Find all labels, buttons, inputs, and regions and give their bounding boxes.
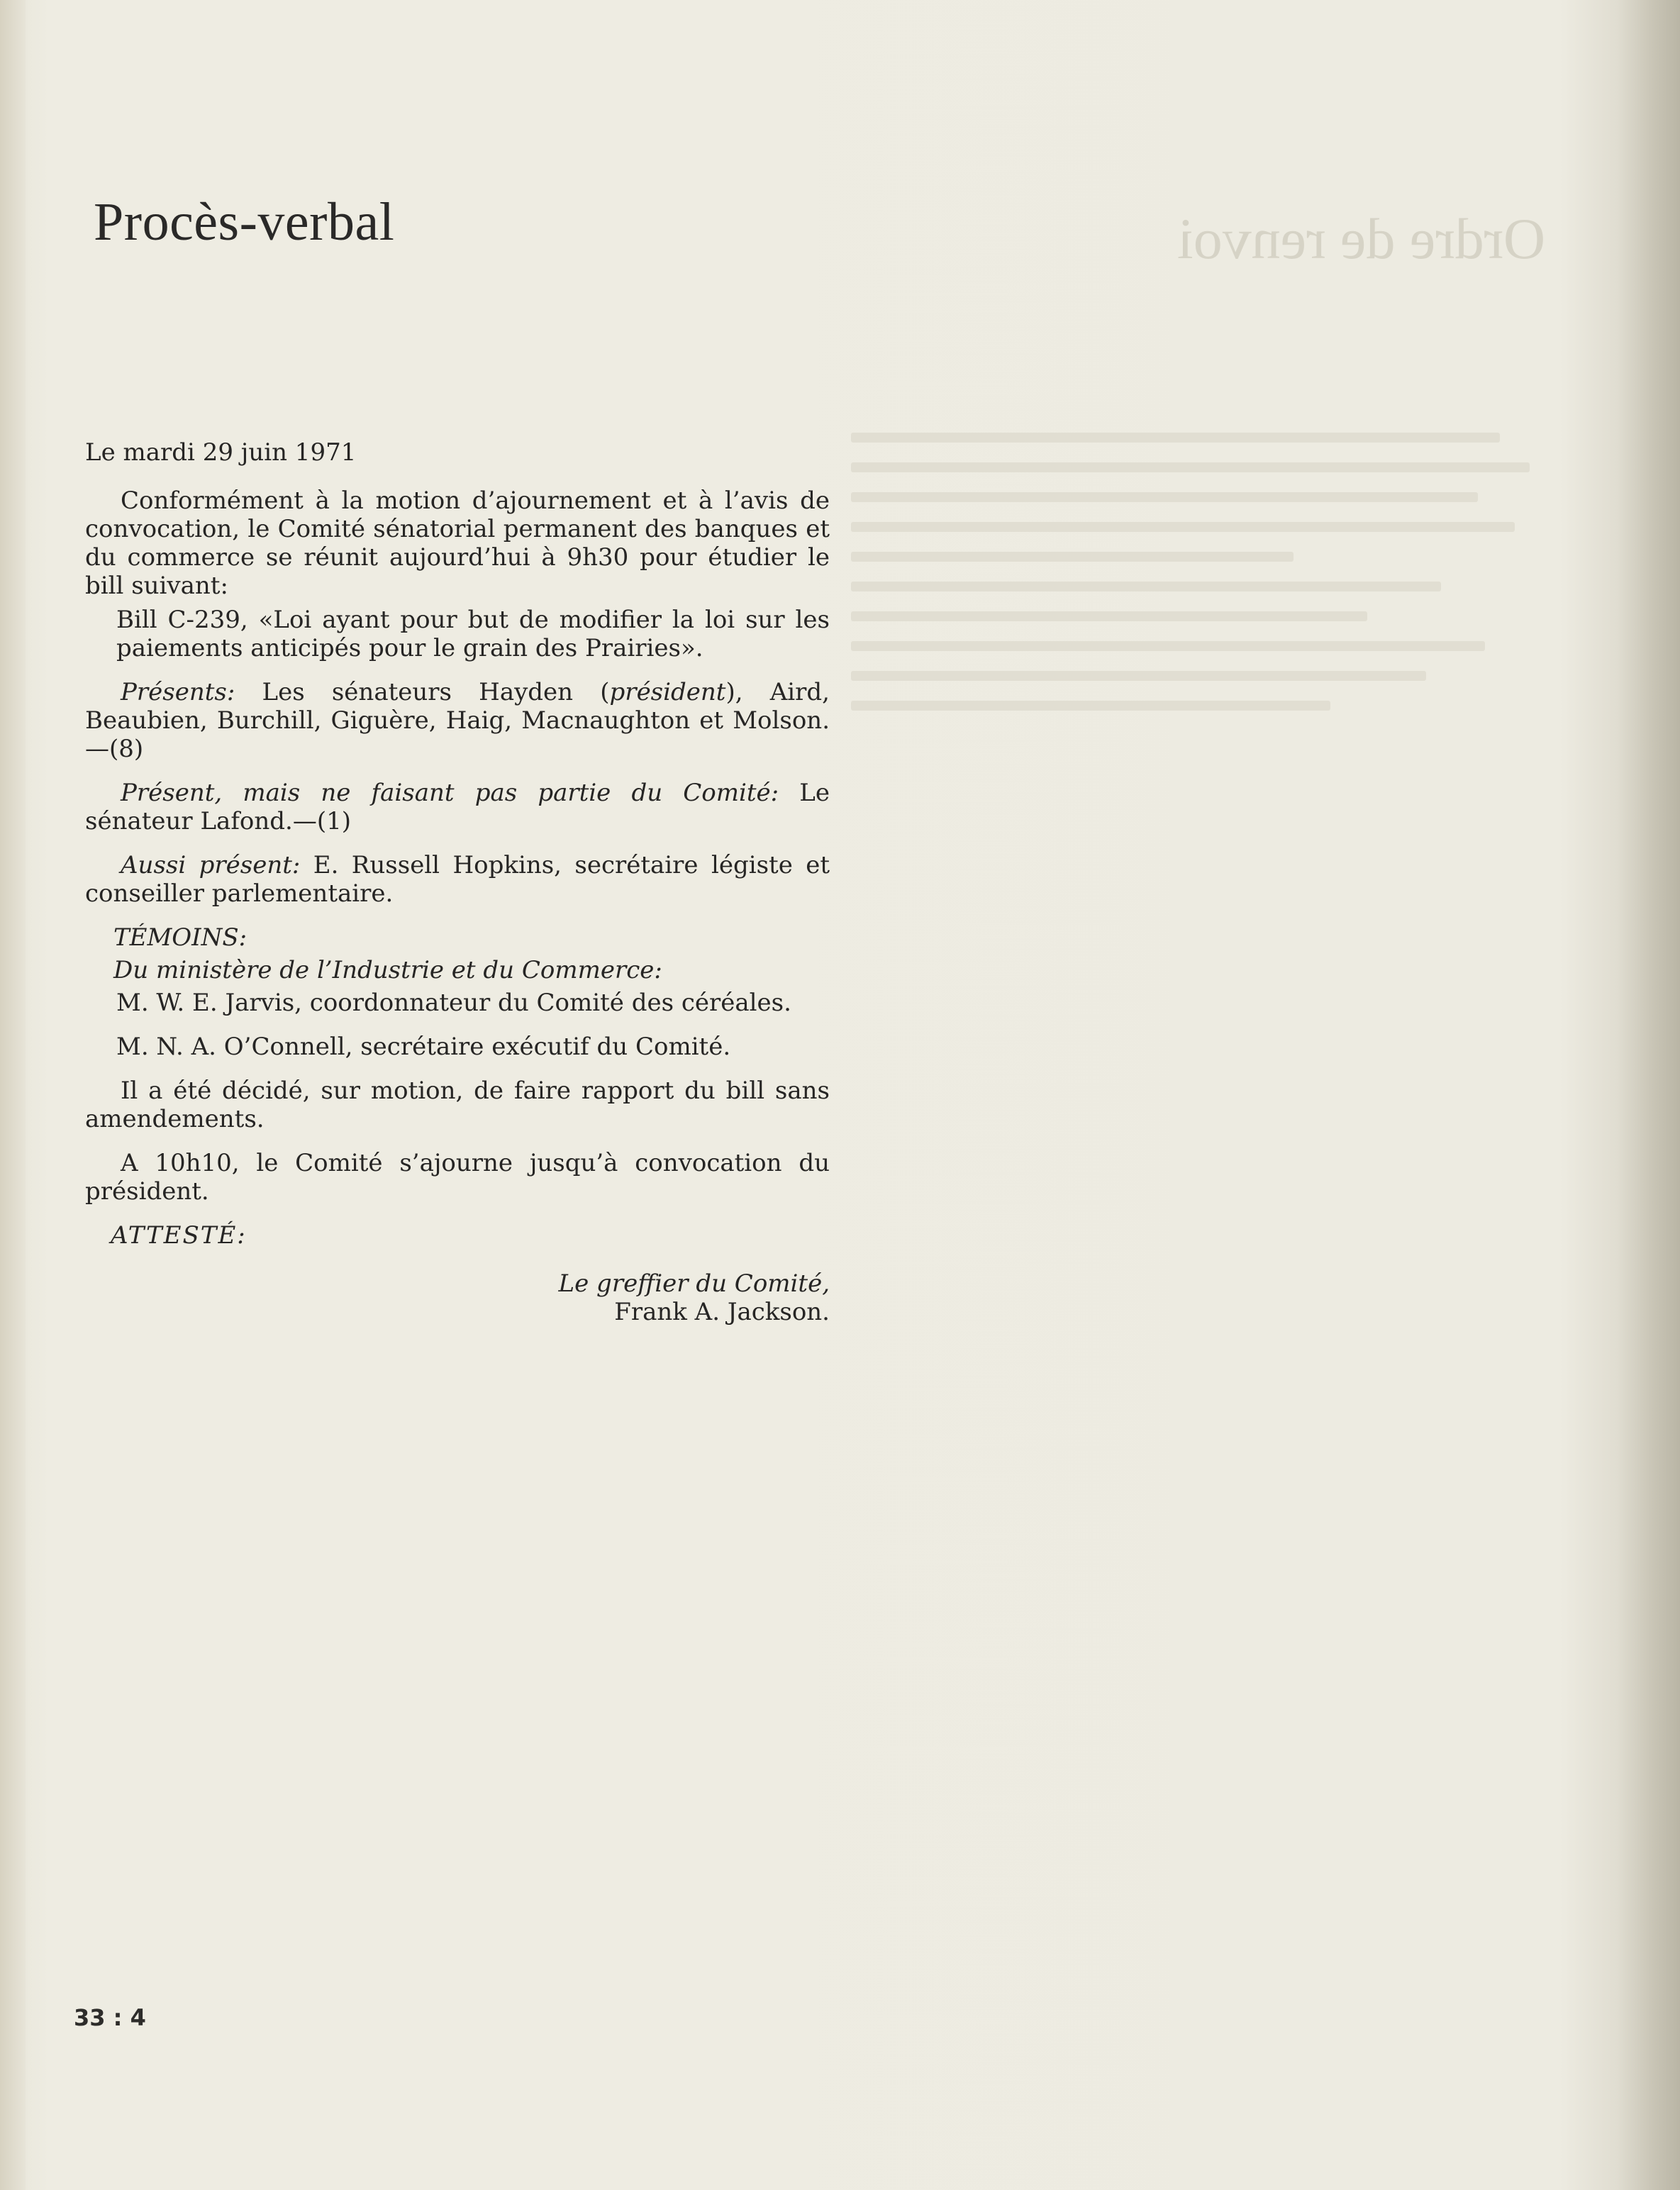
decision-paragraph: Il a été décidé, sur motion, de faire rapport du bill sans amendements. bbox=[85, 1077, 830, 1133]
presents-label: Présents: bbox=[121, 678, 235, 706]
show-through-line bbox=[851, 641, 1485, 651]
witness-2: M. N. A. O’Connell, secrétaire exécutif du Comité. bbox=[116, 1033, 731, 1061]
show-through-line bbox=[851, 522, 1515, 532]
show-through-line bbox=[851, 701, 1330, 711]
show-through-line bbox=[851, 671, 1426, 681]
present-not-member-label: Présent, mais ne faisant pas partie du Comité: bbox=[121, 779, 779, 807]
page-edge bbox=[0, 0, 26, 2190]
intro-paragraph: Conformément à la motion d’ajournement et à l’avis de convocation, le Comité sénatorial permanent des banques et du commerce se réunit aujourd’hui à 9h30 pour étudier le bill suivant: bbox=[85, 487, 830, 600]
witness-1: M. W. E. Jarvis, coordonnateur du Comité des céréales. bbox=[116, 989, 791, 1017]
presents-text-before: Les sénateurs Hayden ( bbox=[262, 678, 610, 706]
also-present-text: E. Russell Hopkins, secrétaire légiste et conseiller parlementaire. bbox=[85, 851, 830, 908]
show-through-title: Ordre de renvoi bbox=[1177, 206, 1546, 271]
present-not-member-paragraph bbox=[85, 779, 830, 835]
witnesses-heading: TÉMOINS: bbox=[113, 923, 247, 952]
show-through-line bbox=[851, 582, 1441, 591]
page-number: 33 : 4 bbox=[74, 2004, 146, 2031]
show-through-line bbox=[851, 611, 1367, 621]
presents-paragraph bbox=[85, 678, 830, 763]
present-not-member-text: Le sénateur Lafond.—(1) bbox=[85, 779, 830, 835]
also-present-label: Aussi présent: bbox=[121, 851, 301, 879]
page-title: Procès-verbal bbox=[94, 192, 395, 252]
adjournment-paragraph: A 10h10, le Comité s’ajourne jusqu’à convocation du président. bbox=[85, 1149, 830, 1206]
show-through-line bbox=[851, 462, 1530, 472]
show-through-line bbox=[851, 433, 1500, 443]
attest-heading: ATTESTÉ: bbox=[111, 1221, 247, 1250]
also-present-paragraph bbox=[85, 851, 830, 908]
show-through-line bbox=[851, 552, 1294, 562]
ministry-line: Du ministère de l’Industrie et du Commerce: bbox=[113, 956, 662, 984]
show-through-line bbox=[851, 492, 1478, 502]
date-line: Le mardi 29 juin 1971 bbox=[85, 438, 357, 467]
bill-paragraph: Bill C-239, «Loi ayant pour but de modifier la loi sur les paiements anticipés pour le grain des Prairies». bbox=[116, 606, 830, 662]
president-label: président bbox=[609, 678, 726, 706]
signature-block bbox=[85, 1269, 830, 1326]
presents-text-after: ), Aird, Beaubien, Burchill, Giguère, Haig, Macnaughton et Molson.—(8) bbox=[85, 678, 830, 763]
show-through-text bbox=[851, 433, 1589, 730]
minutes-body bbox=[85, 438, 830, 1326]
clerk-title: Le greffier du Comité, bbox=[558, 1269, 830, 1298]
clerk-name: Frank A. Jackson. bbox=[614, 1298, 830, 1326]
